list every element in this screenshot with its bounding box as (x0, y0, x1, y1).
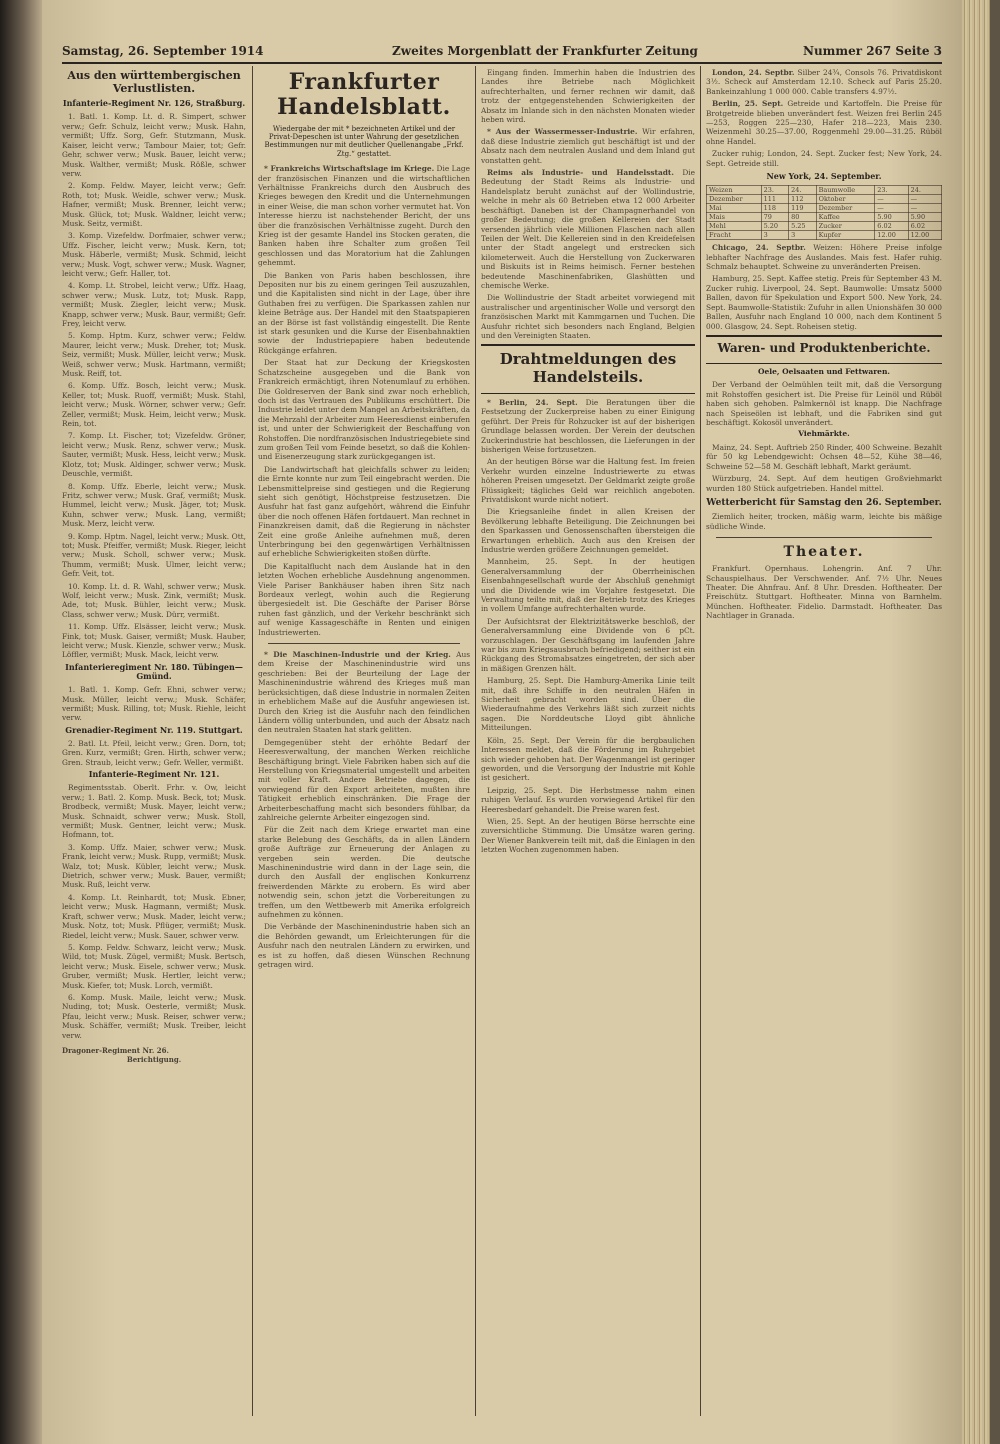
column-drahtmeldungen (481, 68, 695, 1418)
column-rule (252, 66, 253, 1416)
section-rule (481, 344, 695, 394)
column-rule (475, 66, 476, 1416)
issue-date: Samstag, 26. September 1914 (62, 44, 264, 58)
regiment-heading: Infanterie-Regiment Nr. 121. (88, 769, 220, 780)
subsection-heading: Oele, Oelsaaten und Fettwaren. (757, 366, 891, 376)
theater-text: Frankfurt. Opernhaus. Lohengrin. Anf. 7 Uhr. Schauspielhaus. Der Verschwender. Anf. 7½ Uhr. Neues Theater. Die Ahnfrau. Anf. 8 Uhr. Dresden. Hoftheater. Der Freischütz. Stuttgart. Hoftheater. Minna von Barnhelm. München. Hoftheater. Fidelio. Darmstadt. Hoftheater. Das Nachtlager in Granada. (706, 564, 942, 621)
article-lead: * Berlin, 24. Sept. (487, 397, 578, 407)
market-text: Mainz, 24. Sept. Auftrieb 250 Rinder, 400 Schweine. Bezahlt für 50 kg Lebendgewicht: Ochsen 48—52, Kühe 38—46, Schweine 52—58 M. Geschäft lebhaft, Markt geräumt. Würzburg, 24. Sept. Auf dem heutigen Großviehmarkt wurden 180 Stück aufgetrieben. Handel mittel. (706, 442, 942, 493)
market-lead: Chicago, 24. Septbr. (712, 243, 806, 253)
section-heading: Waren- und Produktenberichte. (717, 340, 931, 355)
weather-heading: Wetterbericht für Samstag den 26. September. (706, 498, 942, 509)
section-rule (706, 335, 942, 364)
book-binding (0, 0, 42, 1444)
column-casualty-lists (62, 68, 246, 1418)
article-text: * Berlin, 24. Sept. Die Beratungen über die Festsetzung der Zuckerpreise haben zu einer Einigung geführt. Der Preis für Rohzucker ist auf der bisherigen Grundlage belassen worden. Der Verein der deutschen Zuckerindustrie hat beschlossen, die Lieferungen in der bisherigen Weise fortzusetzen. An der heutigen Börse war die Haltung fest. Im freien Verkehr wurden einzelne Industriewerte zu etwas höheren Preisen umgesetzt. Der Geldmarkt zeigte große Flüssigkeit; tägliches Geld war reichlich angeboten. Privatdiskont wurde nicht notiert. Die Kriegsanleihe findet in allen Kreisen der Bevölkerung lebhafte Beteiligung. Die Zeichnungen bei den Sparkassen und Genossenschaften übersteigen die Erwartungen erheblich. Auch aus den Kreisen der Industrie werden größere Zeichnungen gemeldet. Mannheim, 25. Sept. In der heutigen Generalversammlung der Oberrheinischen Eisenbahngesellschaft wurde der Abschluß genehmigt und die Dividende wie im Vorjahre festgesetzt. Die Verwaltung teilte mit, daß der Betrieb trotz des Krieges in vollem Umfange aufrechterhalten wurde. Der Aufsichtsrat der Elektrizitätswerke beschloß, der Generalversammlung eine Dividende von 6 pCt. vorzuschlagen. Der Geschäftsgang im laufenden Jahre war bis zum Kriegsausbruch befriedigend; seither ist ein Rückgang des Stromabsatzes eingetreten, der sich aber in mäßigen Grenzen hält. Hamburg, 25. Sept. Die Hamburg-Amerika Linie teilt mit, daß ihre Schiffe in den neutralen Häfen in Sicherheit gebracht worden sind. Über die Wiederaufnahme des Verkehrs läßt sich zurzeit nichts sagen. Die Norddeutsche Lloyd gibt ähnliche Mitteilungen. Köln, 25. Sept. Der Verein für die bergbaulichen Interessen meldet, daß die Förderung im Ruhrgebiet sich wieder gehoben hat. Der Wagenmangel ist geringer geworden, und die Versorgung der Industrie mit Kohle ist gesichert. Leipzig, 25. Sept. Die Herbstmesse nahm einen ruhigen Verlauf. Es wurden vorwiegend Artikel für den Heeresbedarf gehandelt. Die Preise waren fest. Wien, 25. Sept. An der heutigen Börse herrschte eine zuversichtliche Stimmung. Die Umsätze waren gering. Der Wiener Bankverein teilt mit, daß die Einlagen in den letzten Wochen zugenommen haben. (481, 397, 695, 855)
section-separator (716, 537, 932, 538)
issue-number: Nummer 267 Seite 3 (802, 44, 942, 58)
column-markets (706, 68, 942, 1418)
article-lead: * Frankreichs Wirtschaftslage im Kriege. (264, 164, 435, 174)
copyright-note: Wiedergabe der mit * bezeichneten Artikel und der Privat-Depeschen ist unter Wahrung der gesetzlichen Bestimmungen nur mit deutlicher Quellenangabe „Frkf. Ztg.“ gestattet. (264, 124, 464, 158)
column-rule (700, 66, 701, 1416)
article-text: * Die Maschinen-Industrie und der Krieg. Aus dem Kreise der Maschinenindustrie wird uns geschrieben: Bei der Beurteilung der Lage der Maschinenindustrie während des Krieges muß man berücksichtigen, daß diese Industrie in normalen Zeiten in erheblichem Maße auf die Ausfuhr angewiesen ist. Durch den Krieg ist die Ausfuhr nach den feindlichen Ländern völlig unterbunden, und auch der Absatz nach den neutralen Staaten hat stark gelitten. Demgegenüber steht der erhöhte Bedarf der Heeresverwaltung, der manchen Werken reichliche Beschäftigung bringt. Viele Fabriken haben sich auf die Herstellung von Kriegsmaterial umgestellt und arbeiten mit voller Kraft. Andere Betriebe dagegen, die vorwiegend für den Export arbeiteten, mußten ihre Tätigkeit erheblich einschränken. Die Frage der Arbeiterbeschaffung macht sich besonders fühlbar, da zahlreiche gelernte Arbeiter eingezogen sind. Für die Zeit nach dem Kriege erwartet man eine starke Belebung des Geschäfts, da in allen Ländern große Aufträge zur Erneuerung der Anlagen zu vergeben sein werden. Die deutsche Maschinenindustrie wird dann in der Lage sein, die durch den Ausfall der englischen Konkurrenz freiwerdenden Märkte zu erobern. Es wird aber notwendig sein, schon jetzt die Vorbereitungen zu treffen, um den Wettbewerb mit Amerika erfolgreich aufnehmen zu können. Die Verbände der Maschinenindustrie haben sich an die Behörden gewandt, um Erleichterungen für die Ausfuhr nach den neutralen Ländern zu erwirken, und es ist zu hoffen, daß diesen Wünschen Rechnung getragen wird. (258, 650, 470, 970)
regiment-heading: Infanterieregiment Nr. 180. Tübingen—Gmünd. (65, 661, 243, 681)
newspaper-name: Zweites Morgenblatt der Frankfurter Zeitung (392, 44, 698, 58)
subsection-heading: Viehmärkte. (798, 429, 850, 439)
casualty-text: 2. Batl. Lt. Pfeil, leicht verw.; Gren. Dorn, tot; Gren. Kurz, vermißt; Gren. Hirth, schwer verw.; Gren. Straub, leicht verw.; Gefr. Weller, vermißt. (62, 739, 246, 767)
article-text: * Frankreichs Wirtschaftslage im Kriege. Die Lage der französischen Finanzen und die wirtschaftlichen Verhältnisse Frankreichs durch den Ausbruch des Krieges bewegen den Kredit und die Unternehmungen in einer Weise, die man schon vorher vermutet hat. Von Interesse hierzu ist nachstehender Bericht, der uns über die französischen Verhältnisse zugeht. Durch den Krieg ist der gesamte Handel ins Stocken geraten, die Banken haben ihre Schalter zum großen Teil geschlossen und das Moratorium hat die Zahlungen gehemmt. Die Banken von Paris haben beschlossen, ihre Depositen nur bis zu einem geringen Teil auszuzahlen, und die Kapitalisten sind nicht in der Lage, über ihre Guthaben frei zu verfügen. Die Sparkassen zahlen nur kleine Beträge aus. Der Handel mit den Staatspapieren an der Börse ist fast vollständig eingestellt. Die Rente ist stark gesunken und die Kurse der Eisenbahnaktien sowie der Industriepapiere haben bedeutende Rückgänge erfahren. Der Staat hat zur Deckung der Kriegskosten Schatzscheine ausgegeben und die Bank von Frankreich ermächtigt, ihren Notenumlauf zu erhöhen. Die Goldreserven der Bank sind zwar noch erheblich, doch ist das Vertrauen des Publikums erschüttert. Die Industrie leidet unter dem Mangel an Arbeitskräften, da die Mehrzahl der Arbeiter zum Heeresdienst einberufen ist, und unter der Schwierigkeit der Beschaffung von Rohstoffen. Die nordfranzösischen Industriegebiete sind zum großen Teil vom Feinde besetzt, so daß die Kohlen- und Eisenerzeugung stark zurückgegangen ist. Die Landwirtschaft hat gleichfalls schwer zu leiden; die Ernte konnte nur zum Teil eingebracht werden. Die Lebensmittelpreise sind gestiegen und die Regierung sieht sich genötigt, Höchstpreise festzusetzen. Die Ausfuhr hat fast ganz aufgehört, während die Einfuhr über die noch offenen Häfen fortdauert. Man rechnet in Finanzkreisen damit, daß die Regierung in nächster Zeit eine große Anleihe aufnehmen muß, deren Unterbringung bei den gegenwärtigen Verhältnissen auf erhebliche Schwierigkeiten stoßen dürfte. Die Kapitalflucht nach dem Auslande hat in den letzten Wochen erhebliche Ausdehnung angenommen. Viele Pariser Bankhäuser haben ihren Sitz nach Bordeaux verlegt, wohin auch die Regierung übergesiedelt ist. Die Geschäfte der Pariser Börse ruhen fast gänzlich, und der Verkehr beschränkt sich auf wenige Kassageschäfte in Renten und einigen Industriewerten. (258, 164, 470, 637)
market-text: Chicago, 24. Septbr. Weizen: Höhere Preise infolge lebhafter Nachfrage des Auslandes. Mais fest. Hafer ruhig. Schmalz behauptet. Schweine zu unveränderten Preisen. Hamburg, 25. Sept. Kaffee stetig. Preis für September 43 M. Zucker ruhig. Liverpool, 24. Sept. Baumwolle: Umsatz 5000 Ballen, davon für Spekulation und Export 500. New York, 24. Sept. Baumwolle-Statistik: Zufuhr in allen Unionshäfen 30 000 Ballen, Ausfuhr nach England 10 000, nach dem Kontinent 5 000. Glasgow, 24. Sept. Roheisen stetig. (706, 243, 942, 331)
table-title: New York, 24. September. (766, 171, 882, 182)
casualty-text: 1. Batl. 1. Komp. Gefr. Ehni, schwer verw.; Musk. Müller, leicht verw.; Musk. Schäfer, vermißt; Musk. Rilling, tot; Musk. Riehle, leicht verw. (62, 685, 246, 723)
market-table: Weizen 23. 24. Baumwolle 23. 24. Dezember 111 112 Oktober — — Mai 118 119 Dezember — — Mais 79 80 Kaffee 5.90 5.90 Mehl 5.20 5.25 Zucker 6.02 6.02 Fracht 3 3 Kupfer 12.00 12.00 (706, 185, 942, 240)
market-text: Der Verband der Oelmühlen teilt mit, daß die Versorgung mit Rohstoffen gesichert ist. Die Preise für Leinöl und Rüböl haben sich gehoben. Palmkernöl ist knapp. Die Nachfrage nach Speiseölen ist lebhaft, und die Fabriken sind gut beschäftigt. Kokosöl unverändert. (706, 380, 942, 427)
section-heading: Frankfurter Handelsblatt. (277, 69, 451, 121)
section-heading: Drahtmeldungen des Handelsteils. (499, 350, 677, 386)
correction-heading: Berichtigung. (126, 1055, 182, 1065)
weather-text: Ziemlich heiter, trocken, mäßig warm, leichte bis mäßige südliche Winde. (706, 512, 942, 531)
masthead-rule (62, 62, 942, 64)
market-lead: Berlin, 25. Sept. (712, 99, 784, 109)
regiment-heading: Grenadier-Regiment Nr. 119. Stuttgart. (65, 724, 243, 735)
article-text: Eingang finden. Immerhin haben die Industrien des Landes ihre Betriebe nach Möglichkeit aufrechterhalten, und ferner rechnen wir damit, daß trotz der entgegenstehenden Schwierigkeiten der Absatz im Inlande sich in den nächsten Monaten wieder heben wird. * Aus der Wassermesser-Industrie. Wir erfahren, daß diese Industrie ziemlich gut beschäftigt ist und der Absatz nach dem neutralen Ausland und dem Inland gut vonstatten geht. Reims als Industrie- und Handelsstadt. Die Bedeutung der Stadt Reims als Industrie- und Handelsplatz beruht zunächst auf der Wollindustrie, welche in mehr als 60 Betrieben etwa 12 000 Arbeiter beschäftigt. Daneben ist der Champagnerhandel von großer Bedeutung; die großen Kellereien der Stadt versenden jährlich viele Millionen Flaschen nach allen Teilen der Welt. Die Kellereien sind in den Kreidefelsen unter der Stadt angelegt und erstrecken sich kilometerweit. Auch die Herstellung von Zuckerwaren und Biskuits ist in Reims heimisch. Ferner bestehen bedeutende Maschinenfabriken, Glashütten und chemische Werke. Die Wollindustrie der Stadt arbeitet vorwiegend mit australischer und argentinischer Wolle und versorgt den französischen Markt mit Kammgarnen und Tuchen. Die Ausfuhr richtet sich besonders nach England, Belgien und den Vereinigten Staaten. (481, 68, 695, 340)
article-lead: * Aus der Wassermesser-Industrie. (487, 127, 638, 137)
article-lead: * Die Maschinen-Industrie und der Krieg. (264, 650, 451, 660)
theater-heading: Theater. (783, 544, 865, 561)
market-lead: London, 24. Septbr. (712, 68, 795, 77)
regiment-heading: Infanterie-Regiment Nr. 126, Straßburg. (62, 98, 246, 109)
article-separator (268, 643, 460, 644)
page-edges (962, 0, 1000, 1444)
section-heading: Aus den württembergischen Verlustlisten. (67, 69, 241, 95)
casualty-text: Regimentsstab. Oberlt. Frhr. v. Ow, leicht verw.; 1. Batl. 2. Komp. Musk. Beck, tot; Musk. Brodbeck, vermißt; Musk. Mayer, leicht verw.; Musk. Schnaidt, schwer verw.; Musk. Stoll, vermißt; Musk. Gentner, leicht verw.; Musk. Hofmann, tot. 3. Komp. Uffz. Maier, schwer verw.; Musk. Frank, leicht verw.; Musk. Rupp, vermißt; Musk. Walz, tot; Musk. Kübler, leicht verw.; Musk. Dietrich, schwer verw.; Musk. Bauer, vermißt; Musk. Ruß, leicht verw. 4. Komp. Lt. Reinhardt, tot; Musk. Ebner, leicht verw.; Musk. Hagmann, vermißt; Musk. Kraft, schwer verw.; Musk. Mader, leicht verw.; Musk. Notz, tot; Musk. Pflüger, vermißt; Musk. Riedel, leicht verw.; Musk. Sauer, schwer verw. 5. Komp. Feldw. Schwarz, leicht verw.; Musk. Wild, tot; Musk. Zügel, vermißt; Musk. Bertsch, leicht verw.; Musk. Eisele, schwer verw.; Musk. Gruber, vermißt; Musk. Hertler, leicht verw.; Musk. Kiefer, tot; Musk. Lorch, vermißt. 6. Komp. Musk. Maile, leicht verw.; Musk. Nuding, tot; Musk. Oesterle, vermißt; Musk. Pfau, leicht verw.; Musk. Reiser, schwer verw.; Musk. Schäffer, vermißt; Musk. Treiber, leicht verw. (62, 783, 246, 1040)
market-text: London, 24. Septbr. Silber 24¾, Consols 76. Privatdiskont 3½. Scheck auf Amsterdam 12.10. Scheck auf Paris 25.20. Bankeinzahlung 1 000 000. Cable transfers 4.97½. Berlin, 25. Sept. Getreide und Kartoffeln. Die Preise für Brotgetreide blieben unverändert fest. Weizen frei Berlin 245—253, Roggen 225—230, Hafer 218—223, Mais 230. Weizenmehl 30.25—37.00, Roggenmehl 29.00—31.25. Rüböl ohne Handel. Zucker ruhig; London, 24. Sept. Zucker fest; New York, 24. Sept. Getreide still. (706, 68, 942, 168)
article-lead: Reims als Industrie- und Handelsstadt. (487, 168, 674, 178)
masthead (62, 44, 942, 62)
column-handelsblatt (258, 68, 470, 1418)
footer-notes (62, 1046, 246, 1065)
regiment-heading: Dragoner-Regiment Nr. 26. (62, 1045, 169, 1055)
casualty-text: 1. Batl. 1. Komp. Lt. d. R. Simpert, schwer verw.; Gefr. Schulz, leicht verw.; Musk. Hahn, vermißt; Uffz. Sorg, Gefr. Stutzmann, Musk. Kaiser, leicht verw.; Tambour Maier, tot; Gefr. Gehr, schwer verw.; Musk. Bauer, leicht verw.; Musk. Walther, vermißt; Musk. Rößle, schwer verw. 2. Komp. Feldw. Mayer, leicht verw.; Gefr. Roth, tot; Musk. Weidle, schwer verw.; Musk. Hafner, vermißt; Musk. Brenner, leicht verw.; Musk. Glück, tot; Musk. Waldner, leicht verw.; Musk. Seitz, vermißt. 3. Komp. Vizefeldw. Dorfmaier, schwer verw.; Uffz. Fischer, leicht verw.; Musk. Kern, tot; Musk. Häberle, vermißt; Musk. Schmid, leicht verw.; Musk. Vogt, schwer verw.; Musk. Wagner, leicht verw.; Gefr. Haller, tot. 4. Komp. Lt. Strobel, leicht verw.; Uffz. Haag, schwer verw.; Musk. Lutz, tot; Musk. Rapp, vermißt; Musk. Ziegler, leicht verw.; Musk. Knapp, schwer verw.; Musk. Baur, vermißt; Gefr. Frey, leicht verw. 5. Komp. Hptm. Kurz, schwer verw.; Feldw. Maurer, leicht verw.; Musk. Dreher, tot; Musk. Seiz, vermißt; Musk. Müller, leicht verw.; Musk. Weiß, schwer verw.; Musk. Hartmann, vermißt; Musk. Reiff, tot. 6. Komp. Uffz. Bosch, leicht verw.; Musk. Keller, tot; Musk. Ruoff, vermißt; Musk. Stahl, leicht verw.; Musk. Wörner, schwer verw.; Gefr. Zeller, vermißt; Musk. Heim, leicht verw.; Musk. Rein, tot. 7. Komp. Lt. Fischer, tot; Vizefeldw. Gröner, leicht verw.; Musk. Renz, schwer verw.; Musk. Sauter, vermißt; Musk. Hess, leicht verw.; Musk. Klotz, tot; Musk. Aldinger, schwer verw.; Musk. Deuschle, vermißt. 8. Komp. Uffz. Eberle, leicht verw.; Musk. Fritz, schwer verw.; Musk. Graf, vermißt; Musk. Hummel, leicht verw.; Musk. Jäger, tot; Musk. Kuhn, schwer verw.; Musk. Lang, vermißt; Musk. Merz, leicht verw. 9. Komp. Hptm. Nagel, leicht verw.; Musk. Ott, tot; Musk. Pfeiffer, vermißt; Musk. Rieger, leicht verw.; Musk. Scholl, schwer verw.; Musk. Thumm, vermißt; Musk. Ulmer, leicht verw.; Gefr. Veit, tot. 10. Komp. Lt. d. R. Wahl, schwer verw.; Musk. Wolf, leicht verw.; Musk. Zink, vermißt; Musk. Ade, tot; Musk. Bühler, leicht verw.; Musk. Class, schwer verw.; Musk. Dürr, vermißt. 11. Komp. Uffz. Elsässer, leicht verw.; Musk. Fink, tot; Musk. Gaiser, vermißt; Musk. Hauber, leicht verw.; Musk. Kienzle, schwer verw.; Musk. Löffler, vermißt; Musk. Mack, leicht verw. (62, 112, 246, 660)
